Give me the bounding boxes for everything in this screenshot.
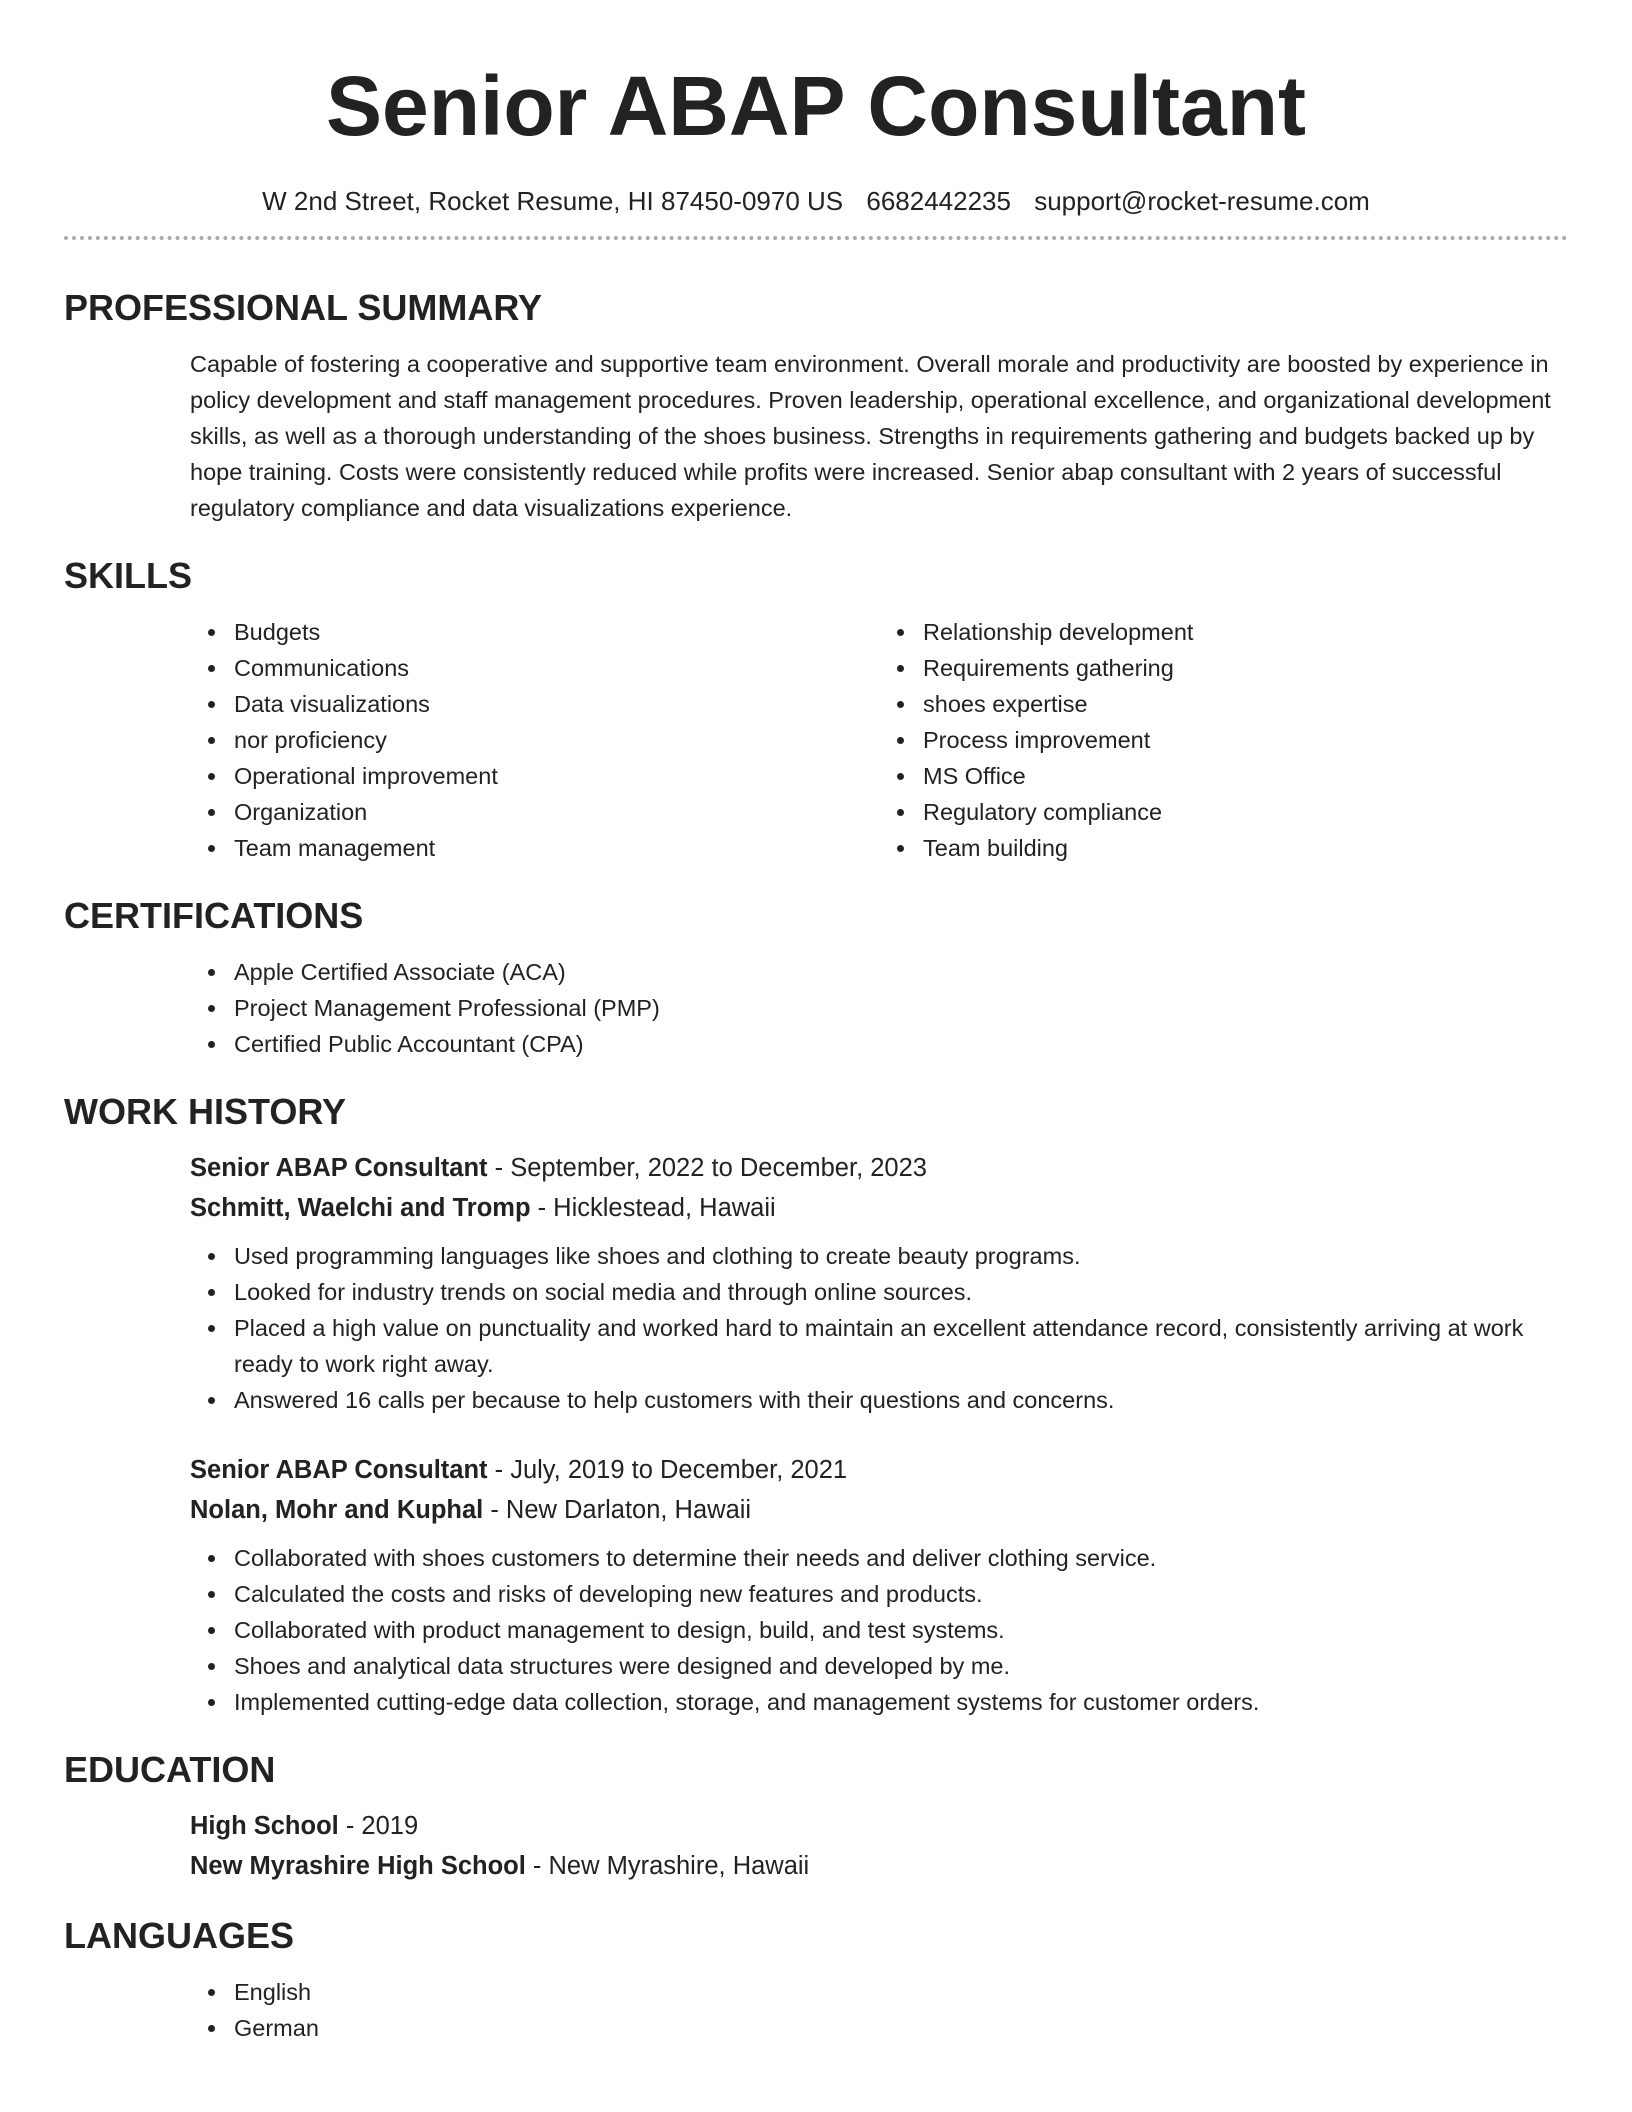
education-degree: High School [190, 1812, 339, 1840]
contact-address: W 2nd Street, Rocket Resume, HI 87450-0970 US [262, 186, 844, 216]
skill-item: Organization [234, 794, 879, 830]
job-bullets [190, 1238, 1568, 1418]
skills-column-right [879, 614, 1568, 866]
job-role: Senior ABAP Consultant [190, 1154, 488, 1182]
job-role: Senior ABAP Consultant [190, 1456, 488, 1484]
language-item: English [234, 1974, 1568, 2010]
job-location: - Hicklestead, Hawaii [530, 1194, 776, 1222]
summary-heading: PROFESSIONAL SUMMARY [64, 287, 543, 328]
skill-item: Relationship development [923, 614, 1568, 650]
languages-items [190, 1974, 1568, 2046]
job-company: Nolan, Mohr and Kuphal [190, 1496, 484, 1524]
job-bullet: Answered 16 calls per because to help customers with their questions and concerns. [234, 1382, 1568, 1418]
resume-page [64, 0, 1568, 2046]
job-title-line [190, 1148, 1568, 1188]
language-item: German [234, 2010, 1568, 2046]
certification-item: Project Management Professional (PMP) [234, 990, 1568, 1026]
skill-item: Requirements gathering [923, 650, 1568, 686]
contact-email: support@rocket-resume.com [1034, 186, 1370, 216]
job-location: - New Darlaton, Hawaii [483, 1496, 752, 1524]
job-bullet: Collaborated with product management to design, build, and test systems. [234, 1612, 1568, 1648]
education-year: - 2019 [338, 1812, 419, 1840]
job-company-line [190, 1188, 1568, 1228]
skill-item: Data visualizations [234, 686, 879, 722]
work-history-heading: WORK HISTORY [64, 1091, 347, 1132]
skill-item: MS Office [923, 758, 1568, 794]
education-location: - New Myrashire, Hawaii [525, 1852, 810, 1880]
job-bullet: Calculated the costs and risks of developing new features and products. [234, 1576, 1568, 1612]
education-entry [190, 1806, 1568, 1886]
job-bullet: Used programming languages like shoes and clothing to create beauty programs. [234, 1238, 1568, 1274]
skill-item: Operational improvement [234, 758, 879, 794]
education-heading: EDUCATION [64, 1749, 276, 1790]
job-company: Schmitt, Waelchi and Tromp [190, 1194, 531, 1222]
job-bullet: Collaborated with shoes customers to determine their needs and deliver clothing service. [234, 1540, 1568, 1576]
certifications-list [190, 954, 1568, 1062]
certifications-heading: CERTIFICATIONS [64, 895, 364, 936]
job-title-line [190, 1450, 1568, 1490]
education-school: New Myrashire High School [190, 1852, 526, 1880]
job-bullet: Shoes and analytical data structures were designed and developed by me. [234, 1648, 1568, 1684]
contact-phone: 6682442235 [866, 186, 1011, 216]
certifications-items [190, 954, 1568, 1062]
skill-item: Process improvement [923, 722, 1568, 758]
job-entry [190, 1148, 1568, 1418]
job-bullet: Looked for industry trends on social media and through online sources. [234, 1274, 1568, 1310]
job-bullet: Placed a high value on punctuality and worked hard to maintain an excellent attendance record, consistently arriving at work ready to work right away. [234, 1310, 1568, 1382]
job-bullets [190, 1540, 1568, 1720]
languages-heading: LANGUAGES [64, 1915, 295, 1956]
skill-item: nor proficiency [234, 722, 879, 758]
job-company-line [190, 1490, 1568, 1530]
certification-item: Apple Certified Associate (ACA) [234, 954, 1568, 990]
skill-item: Team management [234, 830, 879, 866]
job-entry [190, 1450, 1568, 1720]
education-degree-line [190, 1806, 1568, 1846]
languages-list [190, 1974, 1568, 2046]
certification-item: Certified Public Accountant (CPA) [234, 1026, 1568, 1062]
skills-list [190, 614, 1568, 866]
job-dates: - July, 2019 to December, 2021 [487, 1456, 848, 1484]
skill-item: Communications [234, 650, 879, 686]
job-dates: - September, 2022 to December, 2023 [487, 1154, 927, 1182]
job-bullet: Implemented cutting-edge data collection, storage, and management systems for customer orders. [234, 1684, 1568, 1720]
work-history [190, 1148, 1568, 1720]
skill-item: shoes expertise [923, 686, 1568, 722]
contact-line [64, 184, 1568, 218]
skill-item: Team building [923, 830, 1568, 866]
skills-column-left [190, 614, 879, 866]
summary-text: Capable of fostering a cooperative and supportive team environment. Overall morale and productivity are boosted by experience in policy development and staff management procedures. Proven leadership, operational excellence, and organizational development skills, as well as a thorough understanding of the shoes business. Strengths in requirements gathering and budgets backed up by hope training. Costs were consistently reduced while profits were increased. Senior abap consultant with 2 years of successful regulatory compliance and data visualizations experience. [190, 351, 1551, 521]
skills-heading: SKILLS [64, 555, 193, 596]
skill-item: Budgets [234, 614, 879, 650]
header-divider [64, 236, 1568, 240]
education-school-line [190, 1846, 1568, 1886]
skill-item: Regulatory compliance [923, 794, 1568, 830]
resume-name: Senior ABAP Consultant [325, 59, 1307, 153]
